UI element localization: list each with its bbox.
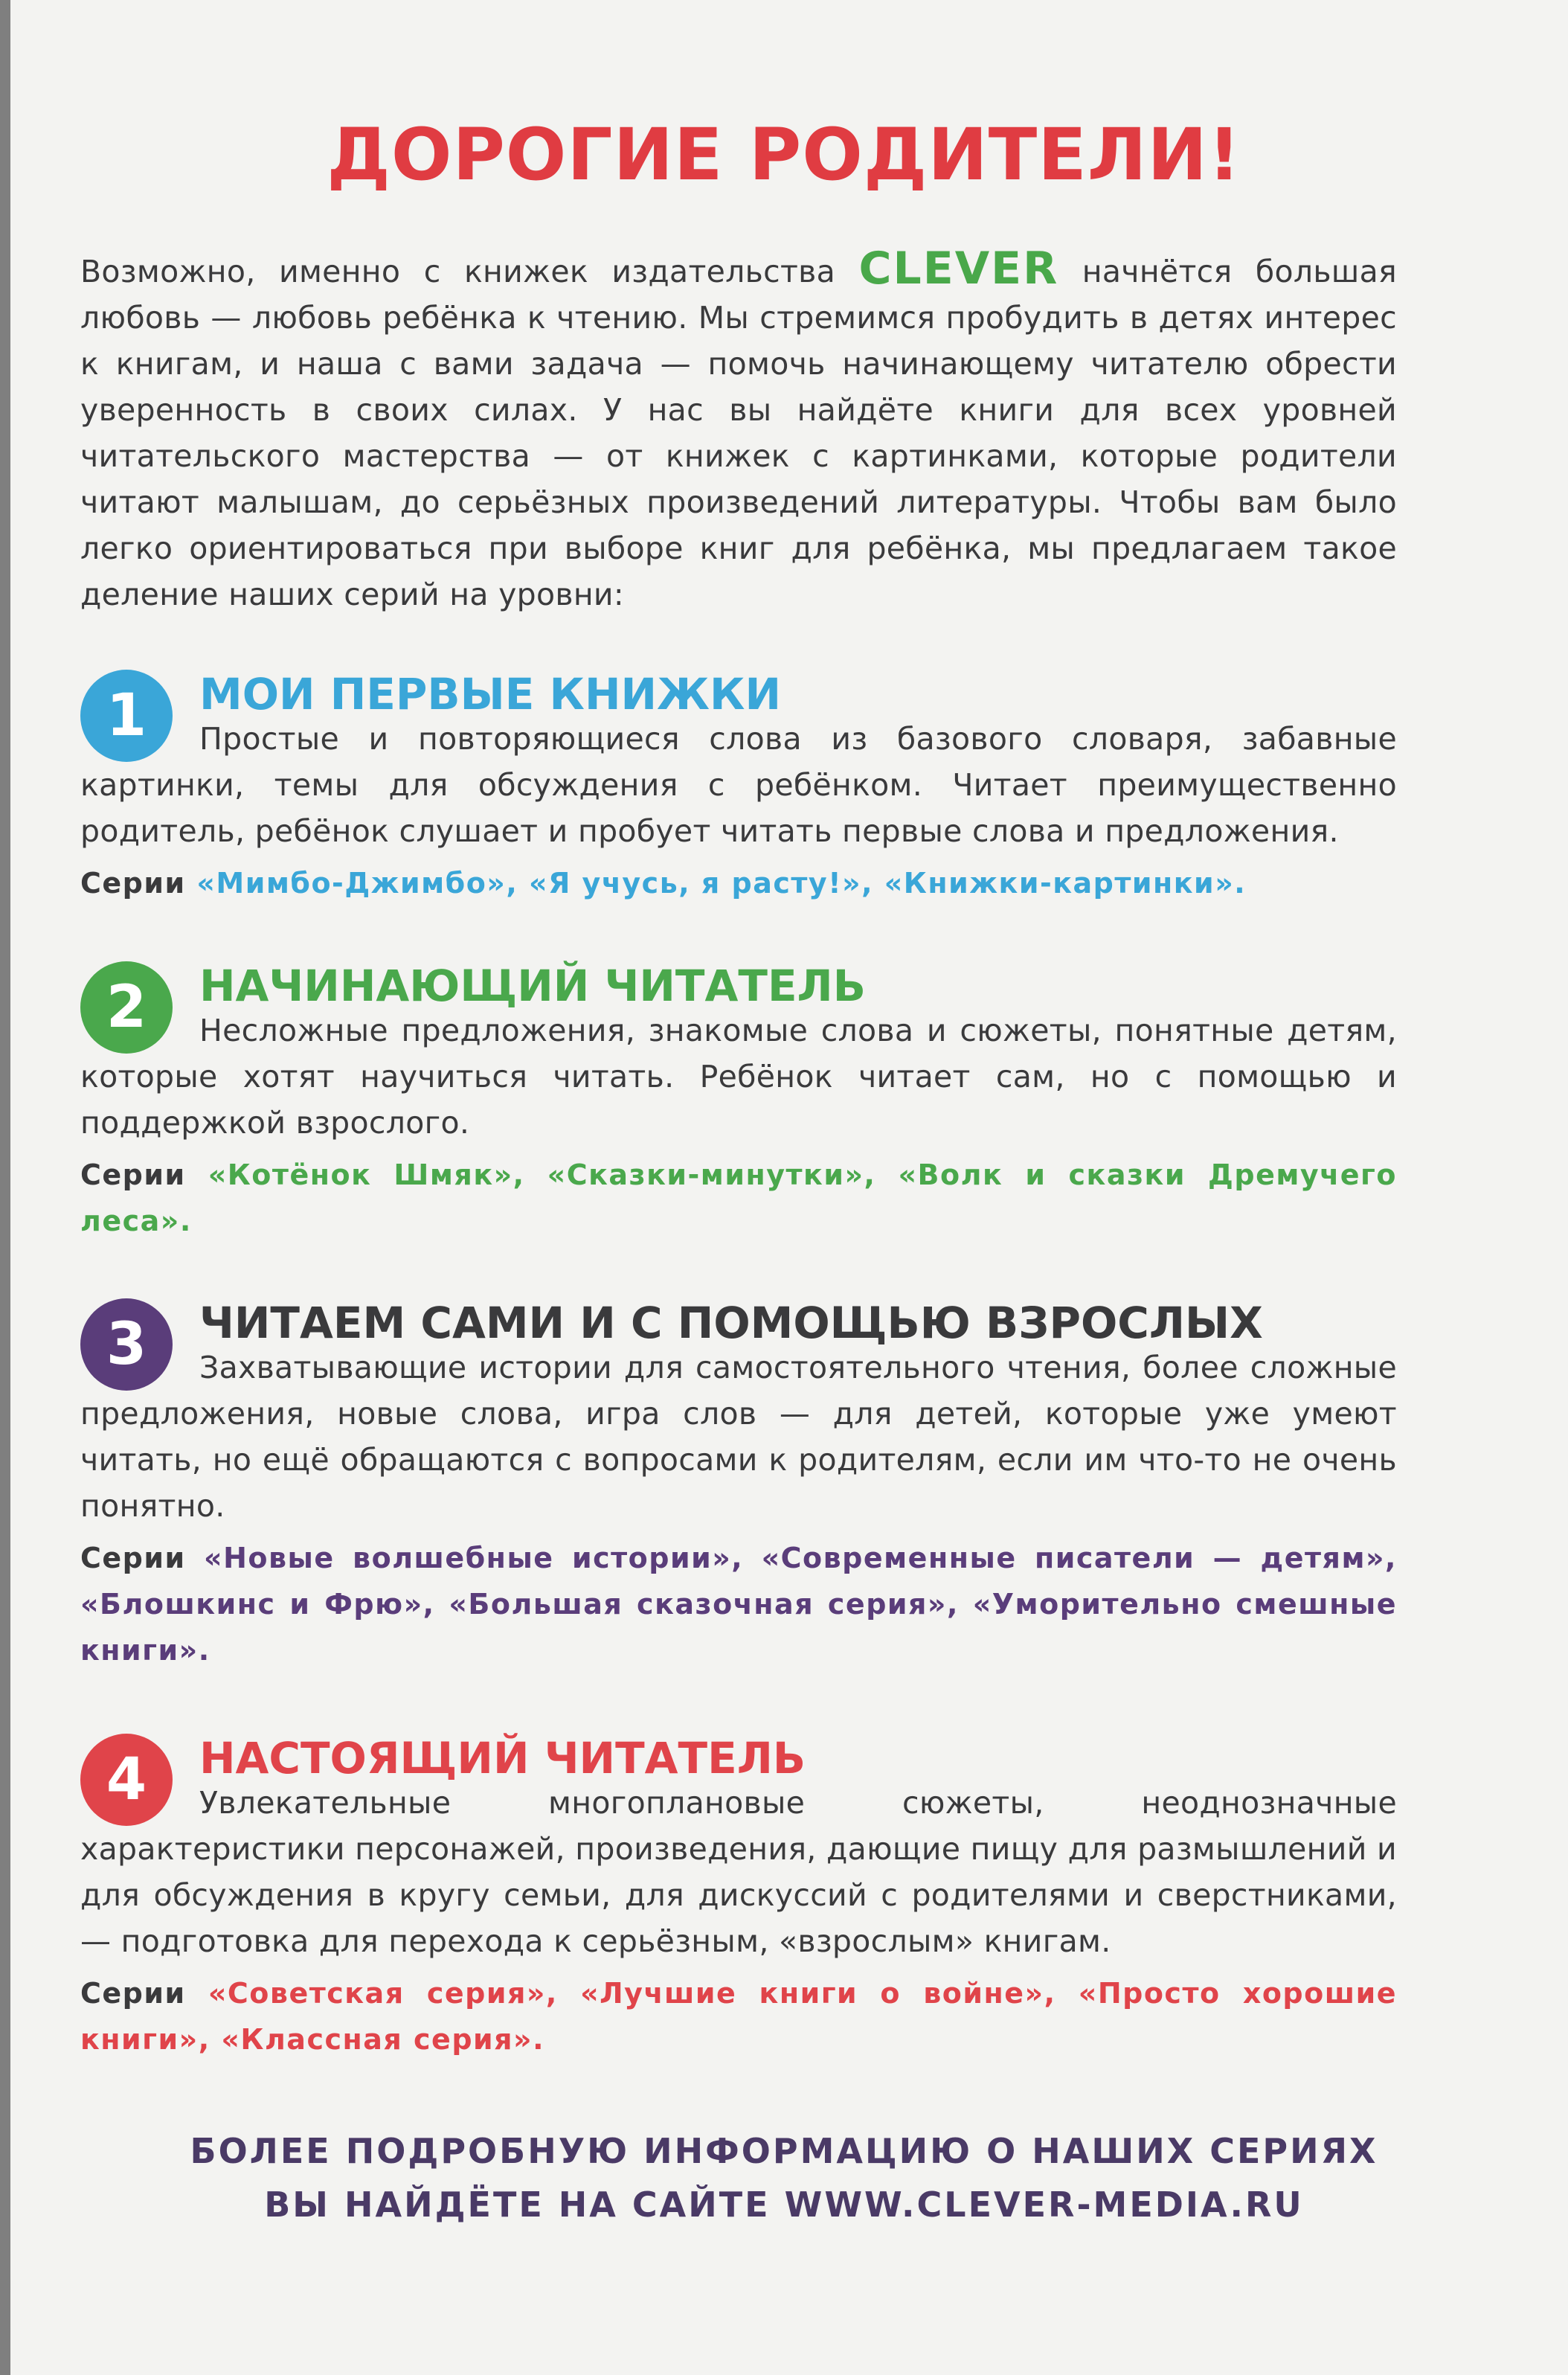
level-1-series-list: «Мимбо-Джимбо», «Я учусь, я расту!», «Книжки-картинки». (196, 867, 1247, 900)
level-4-number-badge: 4 (80, 1734, 173, 1826)
level-3-series-label: Серии (80, 1542, 186, 1574)
footer-line-2: ВЫ НАЙДЁТЕ НА САЙТЕ WWW.CLEVER-MEDIA.RU (264, 2185, 1304, 2225)
level-2-heading: НАЧИНАЮЩИЙ ЧИТАТЕЛЬ (199, 961, 866, 1011)
level-4-series-list: «Советская серия», «Лучшие книги о войне», «Просто хорошие книги», «Классная серия». (80, 1977, 1397, 2056)
level-1-heading: МОИ ПЕРВЫЕ КНИЖКИ (199, 669, 781, 719)
level-4-description: Увлекательные многоплановые сюжеты, неоднозначные характеристики персонажей, произведения, дающие пищу для размышлений и для обсуждения в кругу семьи, для дискуссий с родителями и сверстниками, — подготовка для перехода к серьёзным, «взрослым» книгам. (80, 1785, 1397, 1959)
level-2-series-list: «Котёнок Шмяк», «Сказки-минутки», «Волк и сказки Дремучего леса». (80, 1158, 1397, 1237)
level-1-series (80, 860, 1397, 906)
level-2-series (80, 1152, 1397, 1244)
level-2-number-badge: 2 (80, 961, 173, 1054)
page-title: ДОРОГИЕ РОДИТЕЛИ! (327, 113, 1241, 196)
level-3-number-badge: 3 (80, 1298, 173, 1391)
level-4-series (80, 1970, 1397, 2062)
level-2-description: Несложные предложения, знакомые слова и сюжеты, понятные детям, которые хотят научиться читать. Ребёнок читает сам, но с помощью и поддержкой взрослого. (80, 1013, 1397, 1141)
level-1-number-badge: 1 (80, 670, 173, 762)
level-2-series-label: Серии (80, 1158, 186, 1191)
level-1-series-label: Серии (80, 867, 186, 900)
level-3-description: Захватывающие истории для самостоятельного чтения, более сложные предложения, новые слова, игра слов — для детей, которые уже умеют читать, но ещё обращаются с вопросами к родителям, если им что-то не очень понятно. (80, 1350, 1397, 1524)
intro-text-after: начнётся большая любовь — любовь ребёнка к чтению. Мы стремимся пробудить в детях интерес к книгам, и наша с вами задача — помочь начинающему читателю обрести уверенность в своих силах. У нас вы найдёте книги для всех уровней читательского мастерства — от книжек с картинками, которые родители читают малышам, до серьёзных произведений литературы. Чтобы вам было легко ориентироваться при выборе книг для ребёнка, мы предлагаем такое деление наших серий на уровни: (80, 254, 1397, 612)
footer-note (0, 2124, 1568, 2231)
level-4-heading: НАСТОЯЩИЙ ЧИТАТЕЛЬ (199, 1733, 806, 1783)
footer-line-1: БОЛЕЕ ПОДРОБНУЮ ИНФОРМАЦИЮ О НАШИХ СЕРИЯХ (190, 2131, 1378, 2171)
level-4-series-label: Серии (80, 1977, 186, 2010)
intro-text-before: Возможно, именно с книжек издательства (80, 254, 859, 289)
level-1-description: Простые и повторяющиеся слова из базового словаря, забавные картинки, темы для обсуждения с ребёнком. Читает преимущественно родитель, ребёнок слушает и пробует читать первые слова и предложения. (80, 721, 1397, 849)
level-3-series-list: «Новые волшебные истории», «Современные писатели — детям», «Блошкинс и Фрю», «Большая сказочная серия», «Уморительно смешные книги». (80, 1542, 1397, 1667)
level-3-heading: ЧИТАЕМ САМИ И С ПОМОЩЬЮ ВЗРОСЛЫХ (199, 1298, 1263, 1348)
clever-brand-logo: CLEVER (858, 243, 1059, 295)
intro-paragraph (80, 243, 1397, 618)
page-edge-shadow (0, 0, 10, 2375)
level-3-series (80, 1535, 1397, 1673)
